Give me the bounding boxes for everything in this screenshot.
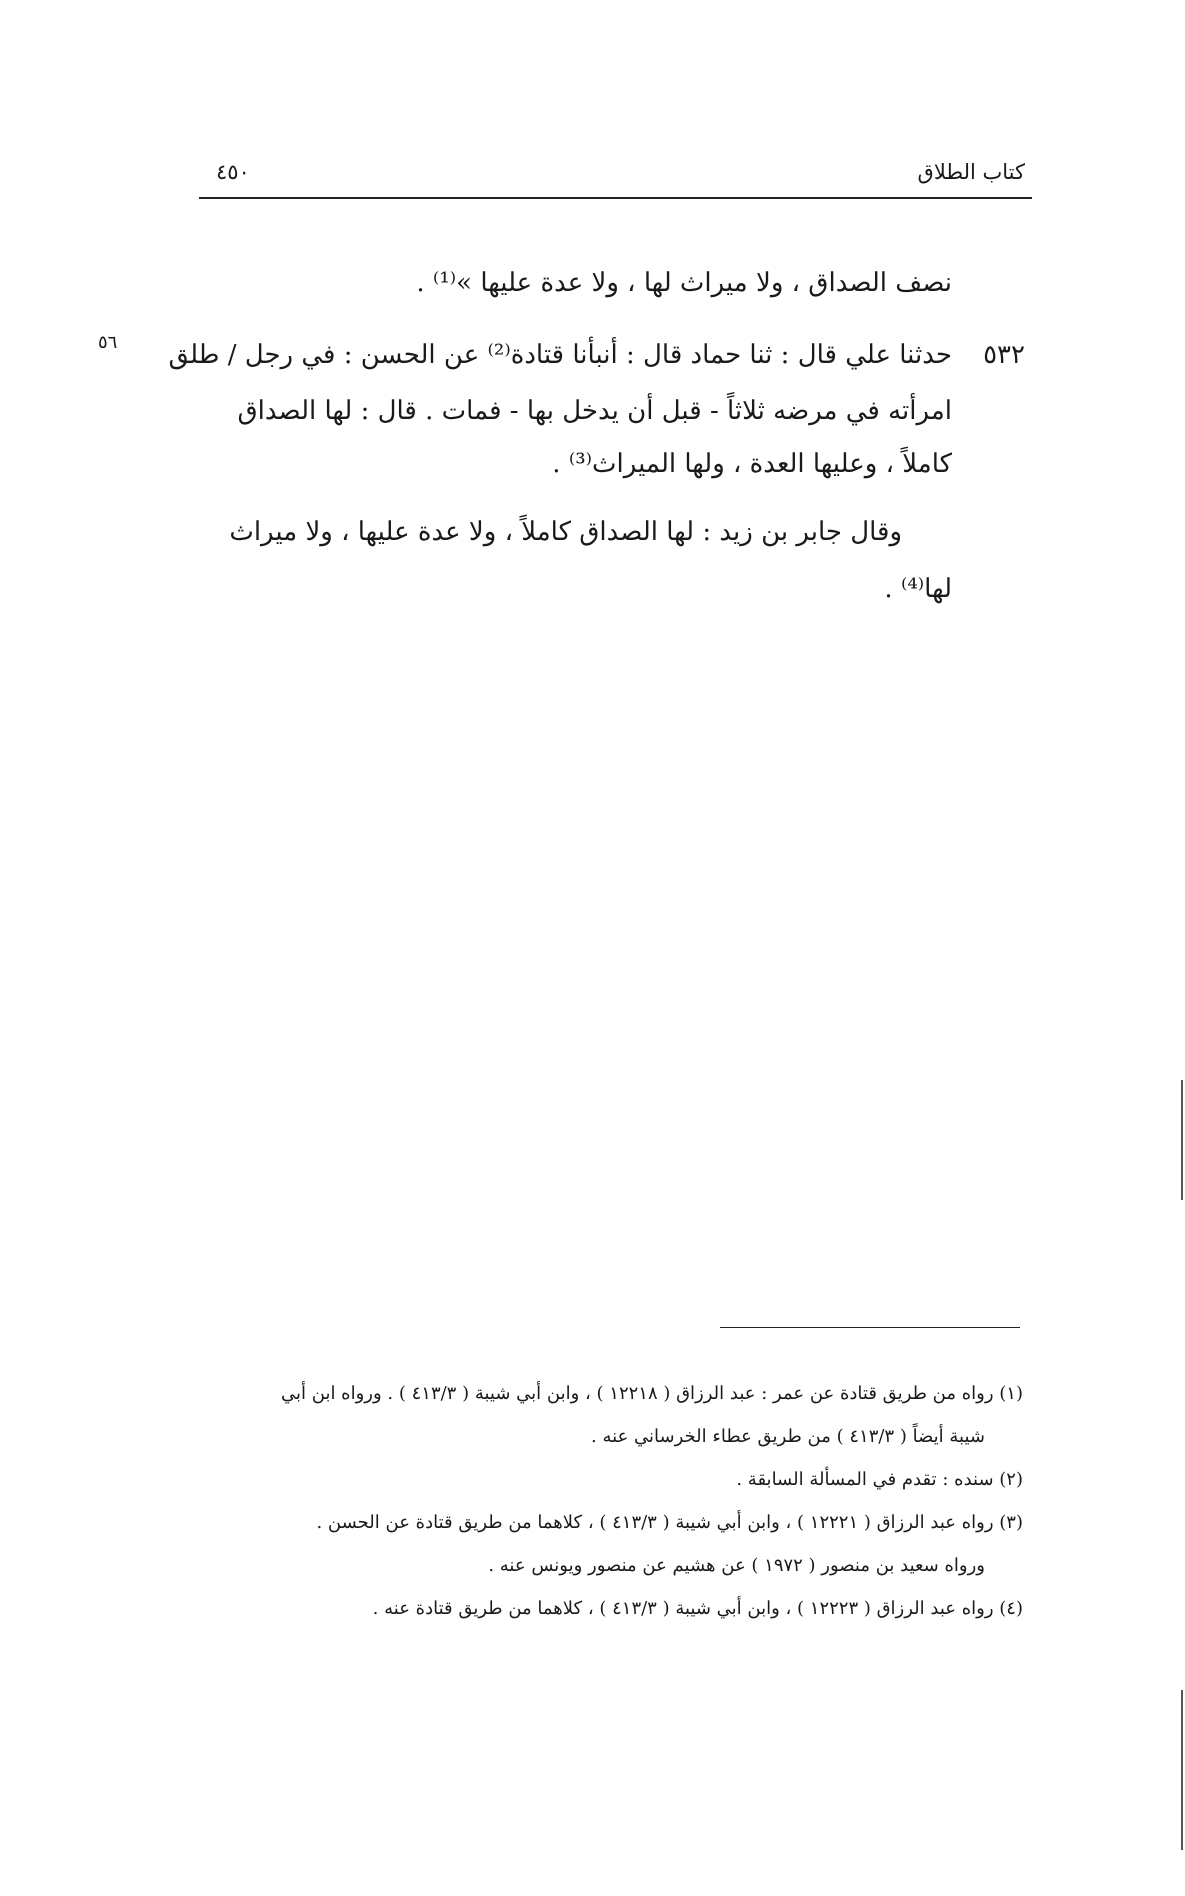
footnote-line: شيبة أيضاً ( ٤١٣/٣ ) من طريق عطاء الخرساني عنه . [591, 1426, 985, 1447]
body-line: كاملاً ، وعليها العدة ، ولها الميراث⁽³⁾ . [552, 449, 952, 479]
paragraph-number: ٥٣٢ [983, 340, 1025, 370]
footnote-line: (١) رواه من طريق قتادة عن عمر : عبد الرزاق ( ١٢٢١٨ ) ، وابن أبي شيبة ( ٤١٣/٣ ) . ورواه ابن أبي [281, 1383, 1023, 1404]
footnote-line: (٣) رواه عبد الرزاق ( ١٢٢٢١ ) ، وابن أبي شيبة ( ٤١٣/٣ ) ، كلاهما من طريق قتادة عن الحسن . [316, 1512, 1023, 1533]
footnote-line: ورواه سعيد بن منصور ( ١٩٧٢ ) عن هشيم عن منصور ويونس عنه . [488, 1555, 985, 1576]
scan-edge-mark [1181, 1080, 1183, 1200]
footnote-rule [720, 1327, 1020, 1328]
page-number: ٤٥٠ [216, 160, 250, 184]
body-line: امرأته في مرضه ثلاثاً - قبل أن يدخل بها - فمات . قال : لها الصداق [237, 396, 952, 426]
footnote-line: (٢) سنده : تقدم في المسألة السابقة . [736, 1469, 1023, 1490]
header-rule [199, 197, 1032, 199]
body-line: نصف الصداق ، ولا ميراث لها ، ولا عدة عليها »⁽¹⁾ . [416, 268, 952, 298]
footnote-line: (٤) رواه عبد الرزاق ( ١٢٢٢٣ ) ، وابن أبي شيبة ( ٤١٣/٣ ) ، كلاهما من طريق قتادة عنه . [372, 1598, 1023, 1619]
margin-page-reference: ٥٦ [98, 332, 118, 353]
running-head-title: كتاب الطلاق [917, 160, 1025, 184]
scan-edge-mark [1181, 1690, 1183, 1850]
body-line: حدثنا علي قال : ثنا حماد قال : أنبأنا قتادة⁽²⁾ عن الحسن : في رجل / طلق [168, 340, 952, 370]
body-line: وقال جابر بن زيد : لها الصداق كاملاً ، ولا عدة عليها ، ولا ميراث [229, 517, 902, 547]
body-line: لها⁽⁴⁾ . [884, 574, 952, 604]
